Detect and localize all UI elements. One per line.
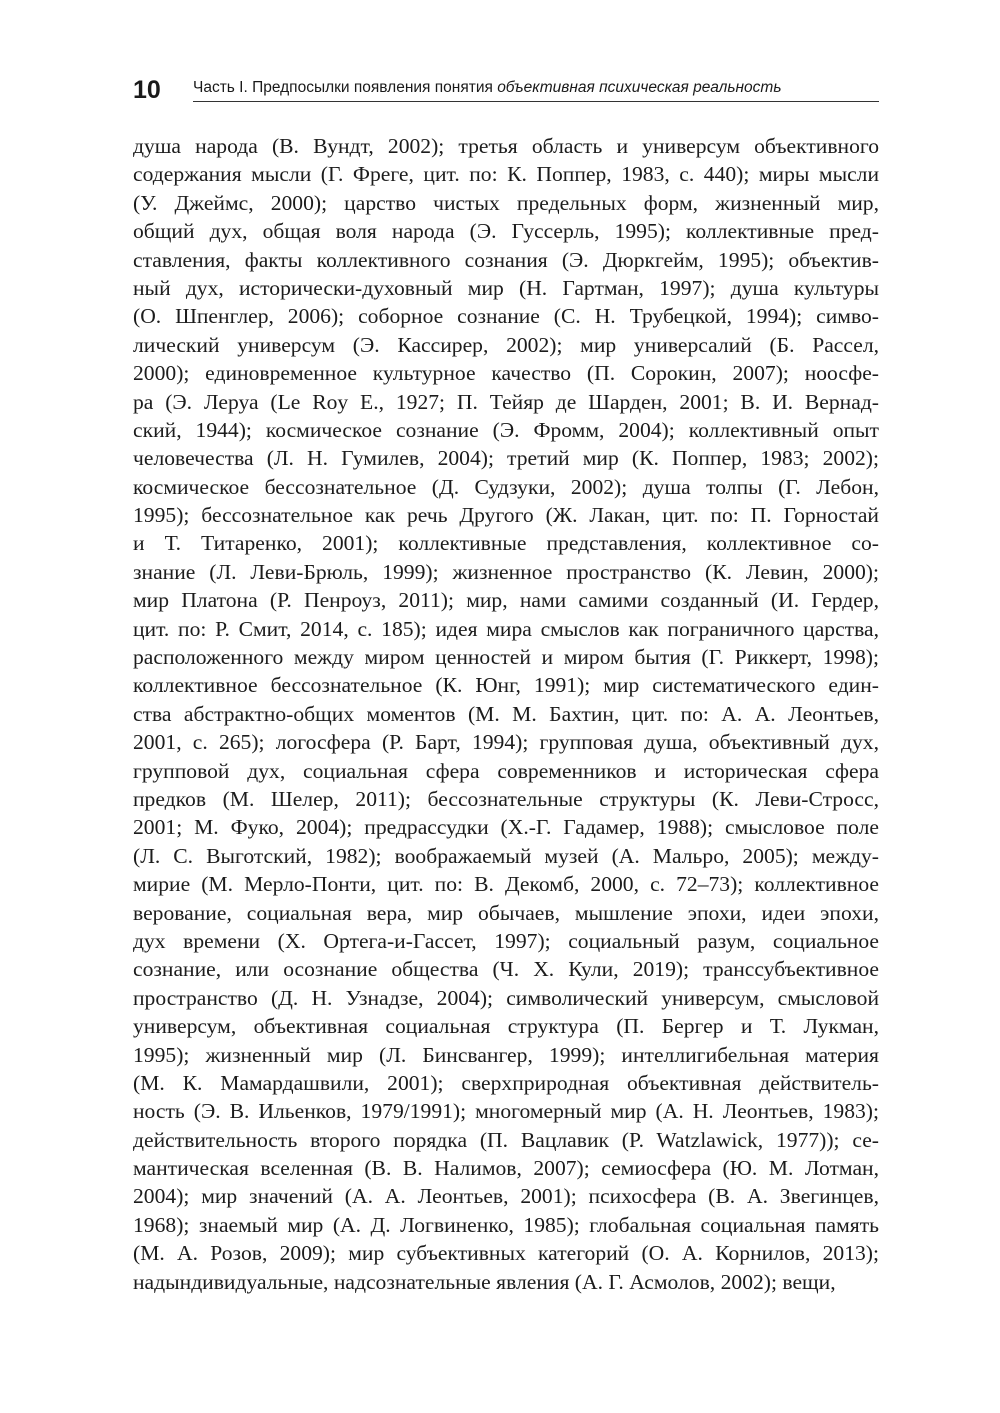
text-line: мирие (М. Мерло-Понти, цит. по: В. Декомб, 2000, с. 72–73); коллективное — [133, 872, 879, 897]
body-text — [133, 132, 879, 1296]
text-line: ства абстрактно-общих моментов (М. М. Бахтин, цит. по: А. А. Леонтьев, — [133, 701, 879, 726]
text-line: (У. Джеймс, 2000); царство чистых предельных форм, жизненный мир, — [133, 190, 879, 215]
text-line: (О. Шпенглер, 2006); соборное сознание (С. Н. Трубецкой, 1994); симво- — [133, 304, 879, 329]
text-line: лический универсум (Э. Кассирер, 2002); мир универсалий (Б. Рассел, — [133, 332, 879, 357]
text-line: 2001; М. Фуко, 2004); предрассудки (Х.-Г. Гадамер, 1988); смысловое поле — [133, 815, 879, 840]
page-number: 10 — [133, 76, 161, 104]
text-line: мир Платона (Р. Пенроуз, 2011); мир, нами самими созданный (И. Гердер, — [133, 588, 879, 613]
text-line: дух времени (Х. Ортега-и-Гассет, 1997); социальный разум, социальное — [133, 928, 879, 953]
text-line: 2000); единовременное культурное качество (П. Сорокин, 2007); ноосфе- — [133, 361, 879, 386]
text-line: сознание, или осознание общества (Ч. Х. Кули, 2019); транссубъективное — [133, 957, 879, 982]
text-line: (М. К. Мамардашвили, 2001); сверхприродная объективная действитель- — [133, 1070, 879, 1095]
text-line: 1968); знаемый мир (А. Д. Логвиненко, 1985); глобальная социальная память — [133, 1212, 879, 1237]
text-line: общий дух, общая воля народа (Э. Гуссерль, 1995); коллективные пред- — [133, 219, 879, 244]
running-head-italic: объективная психическая реальность — [497, 79, 782, 96]
text-line: пространство (Д. Н. Узнадзе, 2004); символический универсум, смысловой — [133, 985, 879, 1010]
text-line: знание (Л. Леви-Брюль, 1999); жизненное пространство (К. Левин, 2000); — [133, 559, 879, 584]
text-line: ный дух, исторически-духовный мир (Н. Гартман, 1997); душа культуры — [133, 275, 879, 300]
text-line: содержания мысли (Г. Фреге, цит. по: К. Поппер, 1983, с. 440); миры мысли — [133, 162, 879, 187]
text-line: ский, 1944); космическое сознание (Э. Фромм, 2004); коллективный опыт — [133, 417, 879, 442]
text-line: расположенного между миром ценностей и миром бытия (Г. Риккерт, 1998); — [133, 645, 879, 670]
text-line: коллективное бессознательное (К. Юнг, 1991); мир систематического един- — [133, 673, 879, 698]
text-line: верование, социальная вера, мир обычаев, мышление эпохи, идеи эпохи, — [133, 900, 879, 925]
text-line: универсум, объективная социальная структура (П. Бергер и Т. Лукман, — [133, 1014, 879, 1039]
text-line: человечества (Л. Н. Гумилев, 2004); третий мир (К. Поппер, 1983; 2002); — [133, 446, 879, 471]
running-head-prefix: Часть I. Предпосылки появления понятия — [193, 79, 498, 96]
text-line: 1995); бессознательное как речь Другого (Ж. Лакан, цит. по: П. Горностай — [133, 503, 879, 528]
header-rule — [193, 101, 879, 102]
text-line: космическое бессознательное (Д. Судзуки, 2002); душа толпы (Г. Лебон, — [133, 474, 879, 499]
text-line: 1995); жизненный мир (Л. Бинсвангер, 1999); интеллигибельная материя — [133, 1042, 879, 1067]
text-line: душа народа (В. Вундт, 2002); третья область и универсум объективного — [133, 134, 879, 158]
text-line: 2001, с. 265); логосфера (Р. Барт, 1994); групповая душа, объективный дух, — [133, 730, 879, 755]
text-line: ность (Э. В. Ильенков, 1979/1991); многомерный мир (А. Н. Леонтьев, 1983); — [133, 1099, 879, 1124]
running-head — [193, 78, 782, 98]
text-line: действительность второго порядка (П. Вацлавик (P. Watzlawick, 1977)); се- — [133, 1127, 879, 1152]
text-line: предков (М. Шелер, 2011); бессознательные структуры (К. Леви-Стросс, — [133, 786, 879, 811]
text-line: 2004); мир значений (А. А. Леонтьев, 2001); психосфера (В. А. Звегинцев, — [133, 1184, 879, 1209]
text-line: и Т. Титаренко, 2001); коллективные представления, коллективное со- — [133, 531, 879, 556]
page-header — [133, 72, 879, 104]
text-line: групповой дух, социальная сфера современников и историческая сфера — [133, 758, 879, 783]
text-line: надындивидуальные, надсознательные явления (А. Г. Асмолов, 2002); вещи, — [133, 1269, 836, 1294]
text-line: (М. А. Розов, 2009); мир субъективных категорий (О. А. Корнилов, 2013); — [133, 1241, 879, 1266]
text-line: ставления, факты коллективного сознания (Э. Дюркгейм, 1995); объектив- — [133, 247, 879, 272]
text-line: ра (Э. Леруа (Le Roy E., 1927; П. Тейяр де Шарден, 2001; В. И. Вернад- — [133, 389, 879, 414]
text-line: (Л. С. Выготский, 1982); воображаемый музей (А. Мальро, 2005); между- — [133, 843, 879, 868]
text-line: цит. по: Р. Смит, 2014, с. 185); идея мира смыслов как пограничного царства, — [133, 616, 879, 641]
text-line: мантическая вселенная (В. В. Налимов, 2007); семиосфера (Ю. М. Лотман, — [133, 1156, 879, 1181]
